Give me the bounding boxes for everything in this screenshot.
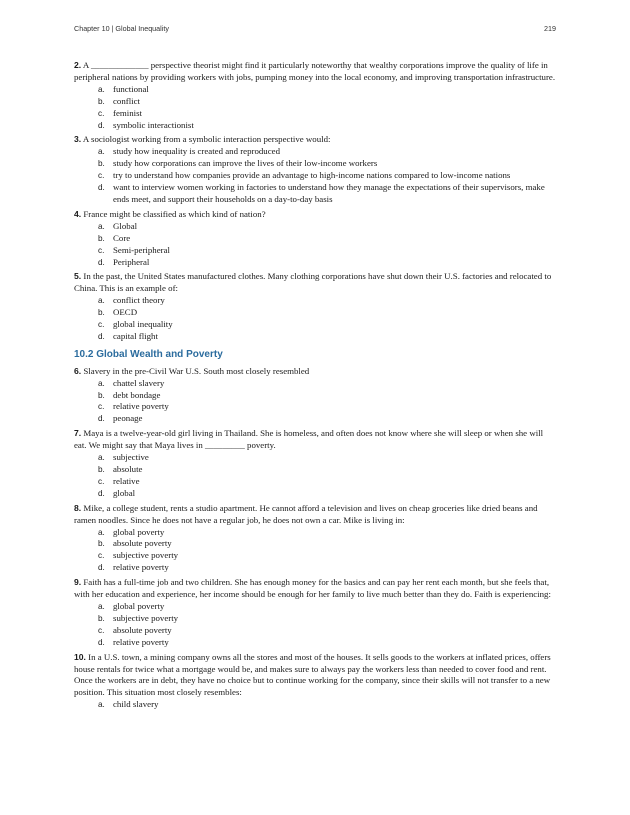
option-letter: a. bbox=[98, 601, 105, 611]
option-letter: b. bbox=[98, 465, 105, 474]
answer-option bbox=[74, 413, 556, 425]
option-letter: b. bbox=[98, 613, 105, 623]
option-letter: c. bbox=[98, 320, 105, 330]
question-block bbox=[74, 271, 556, 342]
option-letter: b. bbox=[98, 233, 105, 243]
answer-option bbox=[74, 613, 556, 625]
option-letter: c. bbox=[98, 245, 105, 255]
answer-option bbox=[74, 120, 556, 132]
answer-option bbox=[74, 562, 556, 574]
option-text: chattel slavery bbox=[113, 377, 165, 388]
answer-option bbox=[74, 257, 556, 269]
answer-option bbox=[74, 146, 556, 158]
answer-option bbox=[74, 401, 556, 413]
option-letter: b. bbox=[98, 308, 105, 318]
option-text: feminist bbox=[113, 107, 142, 118]
option-letter: d. bbox=[98, 120, 105, 130]
answer-option bbox=[74, 390, 556, 402]
section-heading: 10.2 Global Wealth and Poverty bbox=[74, 348, 223, 360]
question-text: In a U.S. town, a mining company owns all the stores and most of the houses. It sells goods to the workers at inflated prices, offers house rentals for twice what a mortgage would be, and makes sure to always pay the workers less than needed to cover food and rent. Once the workers are in debt, they have no choice but to continue working for the company, since their skills will not transfer to a new position. This situation most closely resembles: bbox=[74, 651, 551, 698]
question-stem bbox=[74, 577, 556, 601]
option-text: relative poverty bbox=[113, 562, 169, 573]
option-text: study how corporations can improve the lives of their low-income workers bbox=[113, 158, 378, 169]
option-text: Core bbox=[113, 232, 131, 243]
answer-option bbox=[74, 464, 556, 476]
answer-option bbox=[74, 245, 556, 257]
question-stem bbox=[74, 366, 556, 378]
question-list bbox=[74, 60, 556, 714]
question-block bbox=[74, 428, 556, 499]
answer-option bbox=[74, 488, 556, 500]
answer-option bbox=[74, 378, 556, 390]
option-text: child slavery bbox=[113, 699, 159, 710]
answer-option bbox=[74, 182, 556, 206]
question-text: Mike, a college student, rents a studio apartment. He cannot afford a television and lives on cheap groceries like dried beans and ramen noodles. Since he does not have a regular job, he does not own a car. Mike is living in: bbox=[74, 502, 538, 525]
option-text: debt bondage bbox=[113, 389, 161, 400]
answer-option bbox=[74, 307, 556, 319]
option-letter: c. bbox=[98, 476, 105, 486]
option-text: Peripheral bbox=[113, 256, 150, 267]
answer-option bbox=[74, 84, 556, 96]
question-block bbox=[74, 366, 556, 426]
question-number: 8. bbox=[74, 502, 82, 513]
answer-options bbox=[74, 295, 556, 343]
question-block bbox=[74, 209, 556, 269]
question-stem bbox=[74, 209, 556, 221]
question-number: 5. bbox=[74, 271, 82, 282]
answer-option bbox=[74, 625, 556, 637]
question-block bbox=[74, 503, 556, 574]
answer-option bbox=[74, 170, 556, 182]
option-text: absolute poverty bbox=[113, 538, 172, 549]
option-letter: d. bbox=[98, 637, 105, 647]
answer-option bbox=[74, 601, 556, 613]
question-number: 3. bbox=[74, 134, 82, 145]
option-text: absolute bbox=[113, 464, 143, 474]
answer-option bbox=[74, 538, 556, 550]
option-text: absolute poverty bbox=[113, 624, 172, 635]
option-text: relative poverty bbox=[113, 636, 169, 647]
option-text: global poverty bbox=[113, 526, 165, 537]
option-text: global inequality bbox=[113, 319, 173, 330]
question-number: 9. bbox=[74, 577, 82, 588]
question-number: 7. bbox=[74, 428, 82, 439]
answer-options bbox=[74, 221, 556, 269]
answer-options bbox=[74, 84, 556, 132]
question-block bbox=[74, 134, 556, 205]
question-block bbox=[74, 652, 556, 712]
option-letter: c. bbox=[98, 402, 105, 412]
option-text: capital flight bbox=[113, 330, 158, 341]
option-letter: a. bbox=[98, 296, 105, 306]
option-letter: d. bbox=[98, 563, 105, 573]
option-letter: c. bbox=[98, 108, 105, 118]
question-text: In the past, the United States manufactured clothes. Many clothing corporations have shut down their U.S. factories and relocated to China. This is an example of: bbox=[74, 271, 552, 294]
answer-options bbox=[74, 146, 556, 206]
option-text: subjective bbox=[113, 452, 149, 463]
answer-option bbox=[74, 221, 556, 233]
option-text: want to interview women working in factories to understand how they manage the expectations of their supervisors, make ends meet, and support their households on a day-to-day basis bbox=[113, 182, 545, 204]
option-letter: a. bbox=[98, 221, 105, 231]
question-stem bbox=[74, 60, 556, 84]
question-text: Slavery in the pre-Civil War U.S. South most closely resembled bbox=[83, 365, 310, 376]
answer-option bbox=[74, 637, 556, 649]
answer-options bbox=[74, 601, 556, 649]
option-text: symbolic interactionist bbox=[113, 119, 194, 130]
answer-option bbox=[74, 233, 556, 245]
answer-options bbox=[74, 527, 556, 575]
answer-option bbox=[74, 108, 556, 120]
answer-option bbox=[74, 699, 556, 711]
option-text: try to understand how companies provide an advantage to high-income nations compared to low-income nations bbox=[113, 170, 511, 181]
question-block bbox=[74, 60, 556, 131]
question-block bbox=[74, 577, 556, 648]
option-letter: a. bbox=[98, 84, 105, 94]
option-letter: a. bbox=[98, 147, 105, 157]
option-letter: d. bbox=[98, 331, 105, 341]
option-letter: c. bbox=[98, 625, 105, 635]
option-letter: b. bbox=[98, 539, 105, 549]
question-text: Maya is a twelve-year-old girl living in Thailand. She is homeless, and often does not know where she will sleep or when she will eat. We might say that Maya lives in _________ poverty. bbox=[74, 428, 544, 451]
option-letter: a. bbox=[98, 453, 105, 463]
option-text: Semi-peripheral bbox=[113, 244, 170, 255]
option-text: subjective poverty bbox=[113, 550, 179, 561]
question-text: A _____________ perspective theorist might find it particularly noteworthy that wealthy corporations improve the quality of life in peripheral nations by providing workers with jobs, pumping money into the local economy, and improving transportation infrastructure. bbox=[74, 60, 556, 82]
question-number: 10. bbox=[74, 651, 86, 662]
answer-option bbox=[74, 319, 556, 331]
option-text: OECD bbox=[113, 307, 138, 318]
question-text: France might be classified as which kind of nation? bbox=[83, 208, 266, 219]
option-letter: a. bbox=[98, 378, 105, 388]
option-letter: a. bbox=[98, 700, 105, 710]
option-letter: d. bbox=[98, 414, 105, 424]
answer-option bbox=[74, 158, 556, 170]
answer-option bbox=[74, 295, 556, 307]
answer-options bbox=[74, 452, 556, 500]
option-text: conflict theory bbox=[113, 295, 165, 306]
chapter-title: Chapter 10 | Global Inequality bbox=[74, 24, 169, 33]
option-text: Global bbox=[113, 220, 138, 231]
option-letter: c. bbox=[98, 551, 105, 561]
answer-option bbox=[74, 96, 556, 108]
page-number: 219 bbox=[544, 24, 556, 33]
option-text: global poverty bbox=[113, 600, 165, 611]
option-text: relative poverty bbox=[113, 401, 169, 412]
option-text: functional bbox=[113, 83, 149, 94]
question-stem bbox=[74, 271, 556, 295]
option-text: subjective poverty bbox=[113, 612, 179, 623]
option-text: global bbox=[113, 487, 136, 498]
option-text: relative bbox=[113, 475, 140, 486]
answer-option bbox=[74, 527, 556, 539]
answer-options bbox=[74, 699, 556, 711]
answer-option bbox=[74, 550, 556, 562]
option-text: peonage bbox=[113, 413, 143, 424]
option-letter: b. bbox=[98, 96, 105, 106]
option-letter: a. bbox=[98, 527, 105, 537]
answer-options bbox=[74, 378, 556, 426]
option-letter: d. bbox=[98, 183, 105, 193]
question-stem bbox=[74, 428, 556, 452]
option-text: conflict bbox=[113, 95, 141, 106]
question-text: Faith has a full-time job and two children. She has enough money for the basics and can pay her rent each month, but she feels that, with her education and experience, her income should be enough for her family to live much better than they do. Faith is experiencing: bbox=[74, 577, 551, 600]
question-number: 6. bbox=[74, 365, 82, 376]
question-stem bbox=[74, 134, 556, 146]
option-letter: d. bbox=[98, 488, 105, 498]
option-letter: c. bbox=[98, 171, 105, 181]
answer-option bbox=[74, 476, 556, 488]
question-stem bbox=[74, 652, 556, 700]
option-letter: d. bbox=[98, 257, 105, 267]
answer-option bbox=[74, 452, 556, 464]
page-header bbox=[74, 24, 556, 33]
question-number: 2. bbox=[74, 60, 82, 70]
question-number: 4. bbox=[74, 208, 82, 219]
option-letter: b. bbox=[98, 159, 105, 169]
answer-option bbox=[74, 331, 556, 343]
option-letter: b. bbox=[98, 390, 105, 400]
option-text: study how inequality is created and reproduced bbox=[113, 146, 280, 157]
question-stem bbox=[74, 503, 556, 527]
question-text: A sociologist working from a symbolic interaction perspective would: bbox=[82, 134, 331, 145]
